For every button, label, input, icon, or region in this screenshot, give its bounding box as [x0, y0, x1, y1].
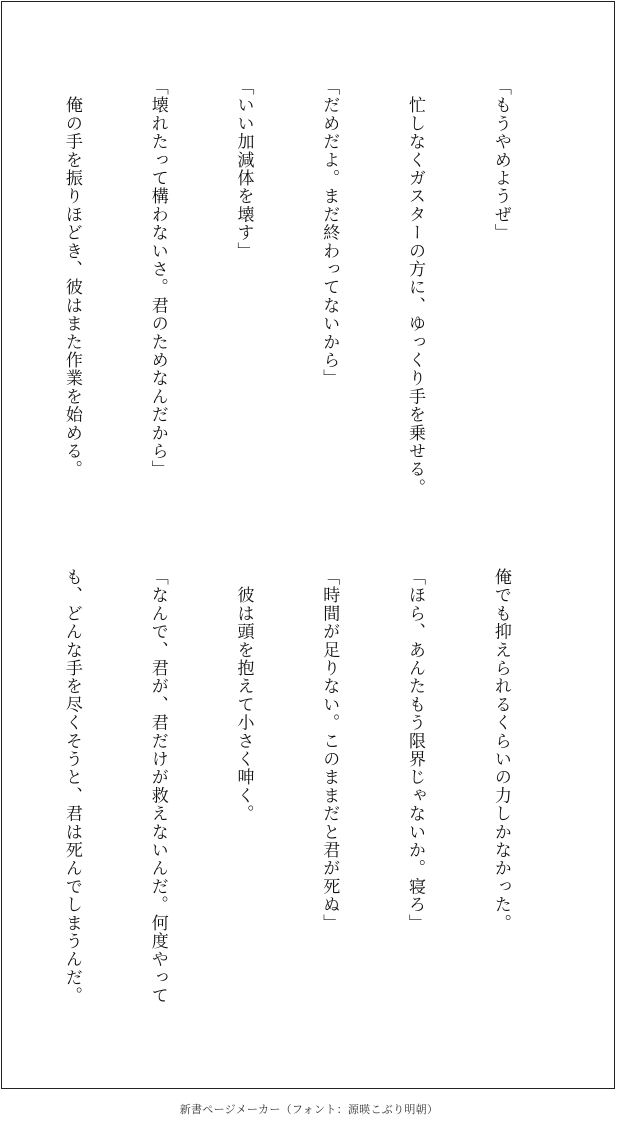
text-line: 「壊れたって構わないさ。君のためなんだから」 [147, 78, 168, 479]
text-line: 「いい加減体を壊す」 [233, 78, 254, 260]
text-line: 彼は頭を抱えて小さく呻く。 [233, 568, 254, 823]
text-line: 忙しなくガスターの方に、ゆっくり手を乗せる。 [405, 78, 426, 497]
text-line: 「なんで、君が、君だけが救えないんだ。何度やって [147, 568, 168, 1005]
text-line: 俺でも抑えられるくらいの力しかなかった。 [490, 568, 511, 932]
footer-credit: 新書ページメーカー（フォント：源暎こぶり明朝） [179, 1103, 439, 1116]
page-frame [1, 1, 615, 1089]
upper-text-block [12, 78, 572, 528]
text-line: 俺の手を振りほどき、彼はまた作業を始める。 [61, 78, 82, 479]
text-line: 「ほら、あんたもう限界じゃないか。寝ろ」 [405, 568, 426, 932]
text-line: 「だめだよ。まだ終わってないから」 [319, 78, 340, 388]
text-line: 「もうやめようぜ」 [490, 78, 511, 242]
lower-text-block [12, 568, 572, 1018]
text-line: 「時間が足りない。このままだと君が死ぬ」 [319, 568, 340, 932]
text-line: も、どんな手を尽くそうと、君は死んでしまうんだ。 [61, 568, 82, 1005]
